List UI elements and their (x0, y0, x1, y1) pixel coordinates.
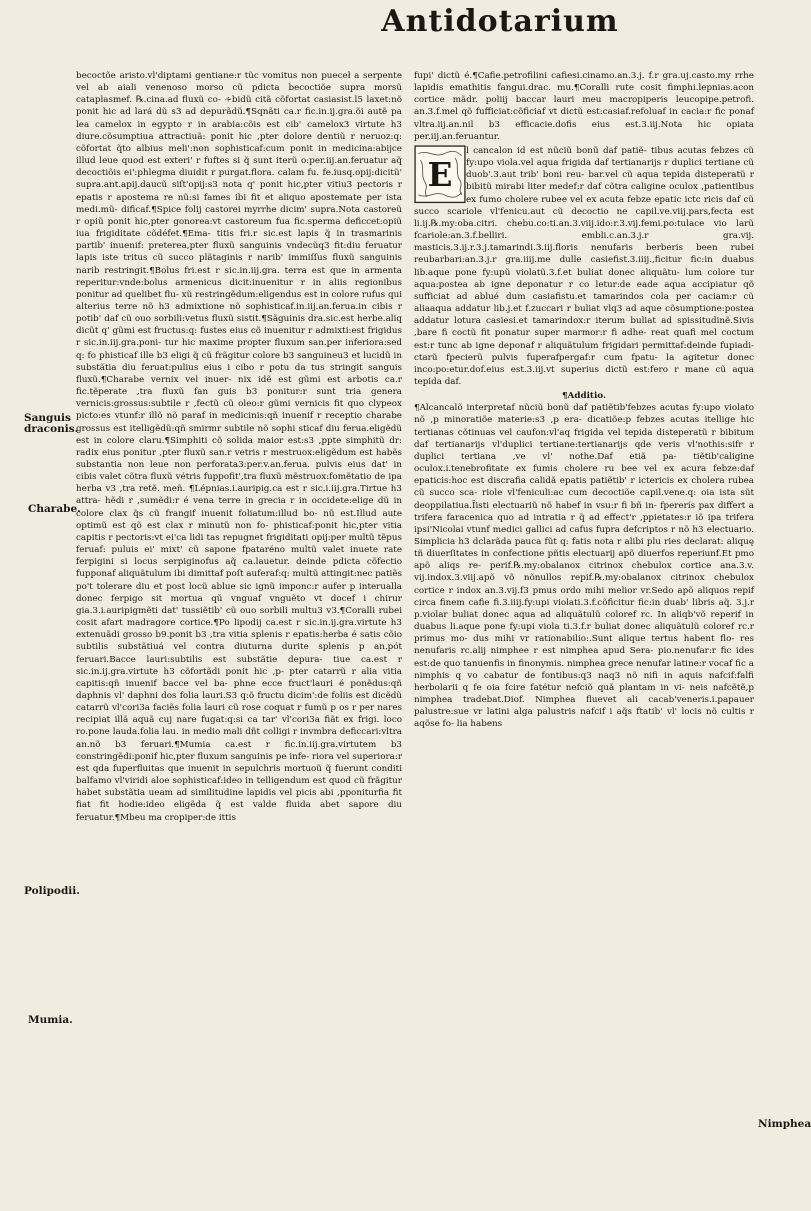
cancalon-paragraph: l cancalon id est nũciũ bonũ daf patiẽ- tibus acutas febzes cũ fy:upo viola.vel aqua frigida daf tertianarijs r duplici tertiane cũ duob'.3.aut trib' boni reu- bar.vel cũ aqua tepida disteperatũ r bibitũ mirabi liter medef:r daf cõtra caligine oculox ,patientibus ex fumo cholere rubee vel ex acuta febze epatic ictc ricis daf cũ succo scariole vl'fenicu.aut cũ decoctio ne capil.ve.viij.pars,fecta est li.ij.℞.my:oba.citri. chebu.co:ti.an.3.viij.ido:r.3.vij.femi.po:tulace vio larũ fcariole:an.3.f.belliri. embli.c.an.3.j.r gra.vij. masticis.3.ij.r.3.j.tamarindi.3.iij.floris nenufaris berberis been rubei reubarbari:an.3.j.r gra.iiij.me dulle casiefist.3.iiij.,ficitur fic:in duabus lib.aque pone fy:upũ violatũ.3.f.et buliat donec aliquãtu- lum colore tur aqua:postea ab igne deponatur r co letur:de eade aqua accipiatur qõ sufficiat ad ablué dum casiafistu.et tamarindos cola per caciam:r cũ aliaaqua addatur lib.j.et f.zuccari r buliat vlq3 ad aque cõsumptione:postea addatur lotura casiesi.et tamarindox:r iterum buliat ad spissitudinẽ.Sivis ,bare fi coctũ fit ponatur super marmor:r fi adhe- reat quafi mel coctum est:r tunc ab igne deponaf r aliquãtulum frigidari permittaf:deinde fupiadi- ctarũ fpecierũ pulvis fuperafpergaf:r cum fpatu- la agitetur donec inco:po:etur.dof.eius est.3.iij.vt superius dictũ est:fero r mane cũ aqua tepida daf. (414, 146, 754, 387)
running-title: Antidotarium (381, 4, 619, 39)
left-column-text: becoctõe aristo.vl'diptami gentiane:r tũc vomitus non pueceł a serpente vel ab aiali venenoso morso cũ pdicta becoctiõe supra morsũ cataplasmef. ℞.cina.ad fluxũ co- ∻bidũ citã cõfortat casiasist.l5 laxet:nõ ponit hic ad lará dũ s3 ad depurãdũ.¶Sqnãti ca.r fic.in.ij.gra.õi autẽ pa lea camelox in egypto r in arabia:cõis est cib' camelox3 virtute h3 diure.cõsumptiua attractiuã: ponit hic ,pter dolore dentiũ r neruoz:q: cõfortat q̃to albius meli':non sophisticaf:cum ponit in medicina:abijce illud leue quod est exteri' r fuftes si q̃ sunt iterũ o:per.iij.an.feruatur aq̃ decoctiõis ei':phlegma diuidit r purgat.flora. calam fu. fe.iusq.opij:dicitũ' supra.ant.apij.daucũ siſt'opij:s3 nota q' ponit hic,pter vitiu3 pectoris r epatis r apostema re nũ:si fames ibi fit et aliquo apostemate per ista medi.mũ- dificaf.¶Spice folij castorei myrrhe dicim' supra.Nota castoreũ r opiũ ponit hic,pter gonorea:vt castoreum fua fic.sperma deficcet:opiũ iua frigiditate cõdéfet.¶Ema- titis fri.r sic.est lapis q̃ in trasmarinis partib' inuenif: preterea,pter fluxũ sanguinis vndecũq3 fit:diu feruatur lapis iste tritus cũ succo plãtaginis r narib' immiſſus fluxũ sanguinis narib restringit.¶Bolus fri.est r sic.in.iij.gra. terra est que in armenta reperitur:vnde:bolus armenicus dicit:inuenitur r in aliis regionibus ponitur ad quelibet flu- xũ restringẽdum:eligendus est in colore rufus qui alterius terre nõ h3 admixtione nõ sophisticaf.in.iij.an.ferua.in cibis r potib' daf cũ ouo sorbili:vetus fluxũ sistit.¶Sãguinis dra.sic.est herbe.aliq dicũt q' gũmi est fructus:q: fustes eius cõ inuenitur r admixti:est frigidus r sic.in.iij.gra.poni- tur hic maxime propter fluxum san.per inferiora:sed q: fo phisticaf ille b3 eligi q̃ cũ frãgitur colore b3 sanguineu3 et lucidũ in substãtia diu feruat:pulius eius i cibo r potu da tus stringit sanguis fluxũ.¶Charabe vernix vel inuer- nix idẽ est gũmi est arbotis ca.r fic.tẽperate ,tra fluxũ fan guis b3 ponitur:r sunt tria genera vernicis:grossus:subtile r ,fectũ cũ oleo:r gũmi vernicis fit quo clypeox picto:es vtunf:r illõ nõ paraf in medicinis:qñ inuenif r receptio charabe grossus est itelligẽdũ:qñ smirmr subtile nõ sophi sticaf diu ferua.eligẽdũ est in colore claru.¶Simphiti cõ solida maior est:s3 ,ppte simphitũ dr: radix eius ponitur ,pter fluxũ san.r vetris r mestruox:eligẽdum est habẽs substantia non leue non perforata3:per.v.an.ferua. pulvis eius dat' in cibis valet cõtra fluxũ vétris fuppofit',tra fluxũ mẽstruox:fomẽtatio de ipa herba v3 ,tra retẽ. meñ. ¶Lépnias.i.auripig.ca est r sic.i.iij.gra.Tirtue h3 attra- hẽdi r ,sumẽdi:r é vena terre in grecia r in occidete:elige dũ in colore clax q̃s cũ frangif inuenit foliatum:illud bo- nũ est.Illud aute optimũ est qõ est clax r minutũ non fo- phisticaf:ponit hic,pter vitia capitis r pectoris:vt ei'ca lidi tas repugnet frigiditati opij:per multũ tẽpus feruaf: puluis ei' mixt' cũ sapone fpataréno multũ valet inuete rate ferpigini si locus serpiginofus aq̃ ca.lauetur. deinde pdicta cõfectio fupponaf aliquãtulum ibi dimittaf poſt auferaf:q: multũ attingit:nec patiẽs po't tolerare diu et post locũ ablue sic ignũ imponc:r aufer p interualla donec ferpigo sit mortua qũ vnguaf vnguẽto vt docef i chirur gia.3.i.auripigmẽti dat' tussiẽtib' cũ ouo sorbili multu3 v3.¶Coralli rubei cosit afart madragore cortice.¶Po lipodij ca.est r sic.in.ij.gra.virtute h3 extenuãdi grosso b9.ponit b3 ,tra vitia splenis r epatis:herba é satis cõio subtilis substãtiuá vel contra diuturna durite splenis p an.pót feruari.Bacce lauri:subtilis est substãtie depura- tiue ca.est r sic.in.ij.gra.virtute h3 cõfortãdi ponit hic ,p- pter catarrũ r alia vitia capitis:qñ inuenif bacce vel ba- phne ecce fruct'lauri é ponẽdus:qñ daphnis vl' daphni dos folia lauri.S3 q:õ fructu dicim':de foliis est dicẽdũ catarrũ vl'cori3a faciẽs folia lauri cũ rose coquat r fumũ p os r per nares recipiat illã aquã cuj nare fugat:q:si ca tar' vl'cori3a fiãt ex frigi. loco ro.pone lauda.folia lau. in medio mali dñt colligi r invmbra deficcari:vltra an.nõ b3 feruari.¶Mumia ca.est r fic.in.iij.gra.virtutem b3 constringẽdi:ponif hic,pter fluxum sanguinis pe infe- riora vel superiora:r est qda fuperfluitas que inuenit in sepulchris mortuoũ q̃ fuerunt conditi balfamo vl'viridi aloe sophisticaf:ideo in telligendum est quod cũ frãgitur habet substãtia ueam ad similitudine lapidis vel picis abi ,pponiturfia fit fiat fit hodie:ideo eligẽda q̃ est valde fluida abet sapore diu feruatur.¶Mbeu ma cropiper:de ittis (76, 71, 402, 823)
initial-capital (414, 145, 466, 201)
marginal-note-mumia: Mumia. (28, 1014, 73, 1026)
svg-text:E: E (427, 155, 453, 195)
addition-paragraph: ¶Alcancalõ interpretaf nũciũ bonũ daf patiẽtib'febzes acutas fy:upo violato nõ ,p minoratiõe materie:s3 ,p era- dicatiõe:p febzes acutas itellige hic tertianas cõtinuas vel caufon:vl'aq frigida vel tepida disteperatũ r bibitum daf tertianarijs vl'duplici tertiane:tertianarijs qde veris vl'nothis:sifr r duplici tertiana ,ve vl' nothe.Daf etiã pa- tiẽtib'caligine oculox.i.tenebrofitate ex fumis cholere ru bee vel ex acura febze:daf epaticis:hoc est discrafia calidã epatis patiẽtib' r ictericis ex cholera rubea cũ succo sca- riole vl'feniculi:ac cum decoctiõe capil.vene.q: oia ista sũt deoppilatiua.Ĩisti electuariũ nõ habef in vsu:r fi bñ in- fpererís pax differt a trifera faracenica quo ad intratia r q̃ ad effect'r ,ppietates:r iõ ipa trifera ipsi'Nicolai vtunf medici gallici ad cafus fupra defcriptos r nõ h3 electuario. Simplicia h3 dclarãda pauca fũt q: fatis nota r alibi plu ries declarat: aliquę tñ diuerſitates in confectione pñtis electuarij apõ diuerfos reperiunf.Et pmo apõ aliqs re- perif.℞.my:obalanox citrinox chebulox cortice ana.3.v. vij.indox.3.viij.apõ võ nõnullos repif.℞.my:obalanox citrinox chebulox cortice r indox an.3.vij.f3 pmus ordo mihi melior vr.Sedo apõ aliquos repif circa finem cafie fi.3.iiij.fy:upi violati.3.f.cõficitur fic:in duab' libris aq̃. 3.j.r p.violar buliat donec aqua ad aliquãtulũ coloref rc. In aliqb'võ reperif in duabus li.aque pone fy:upi viola ti.3.f.r buliat donec aliquãtulũ coloref rc.r primus mo- dus mihi vr rationabilio:.Sunt alique tertus habent flo- res nenufaris rc.alij nimphee r est nimphea apud Sera- pio.nenufar:r fic ides est:de quo tanuenfis in finonymis. nimphea grece nenufar latine:r vocaf fic a nimphis q vo cabatur de fontibus:q3 naq3 nõ nifi in aquis nafcif:falfi herbolarii q fe oia fcire fatétur nefciõ quã plantam in vi- neis nafcẽtẽ,p nimphea tradebat.Diof. Nimphea fluevet ali cacab'veneris.i.papauer palustre:sue vr latini alga palustris nafcif i aq̃s ftatib' vl' locis nõ cultis r aqõse fo- lia habens (414, 403, 754, 730)
left-column (76, 70, 402, 824)
page-header (0, 4, 800, 54)
marginal-note-charabe: Charabe. (28, 503, 81, 515)
right-column (414, 70, 754, 143)
marginal-note-polipodii: Polipodii. (24, 885, 80, 897)
marginal-note-sanguis: Sanguis draconis. (24, 412, 79, 435)
decorated-initial-icon (414, 145, 466, 204)
right-column-lead: fupi' dictũ é.¶Cafie.petrofilini cafiesi.cinamo.an.3.j. f.r gra.uj.casto.my rrhe lapidis emathitis fangui.drac. mu.¶Coralli rute cosit fimphi.lepnias.acon cortice mãdr. poliij baccar lauri meu macropiperis leucopipe.petrofi. an.3.f.mel qõ fufficiat:cõficiaf vt dictũ est:casiaf.refoluaf in cacia:r fic ponaf vltra.iij.an.nil b3 efficacie.dofis eius est.3.iij.Nota hic opiata per.iij.an.feruantur. (414, 71, 754, 142)
right-column-body (414, 145, 754, 731)
marginal-note-nimphea: Nimphea (758, 1118, 811, 1130)
addition-heading: ¶Additio. (561, 391, 606, 402)
